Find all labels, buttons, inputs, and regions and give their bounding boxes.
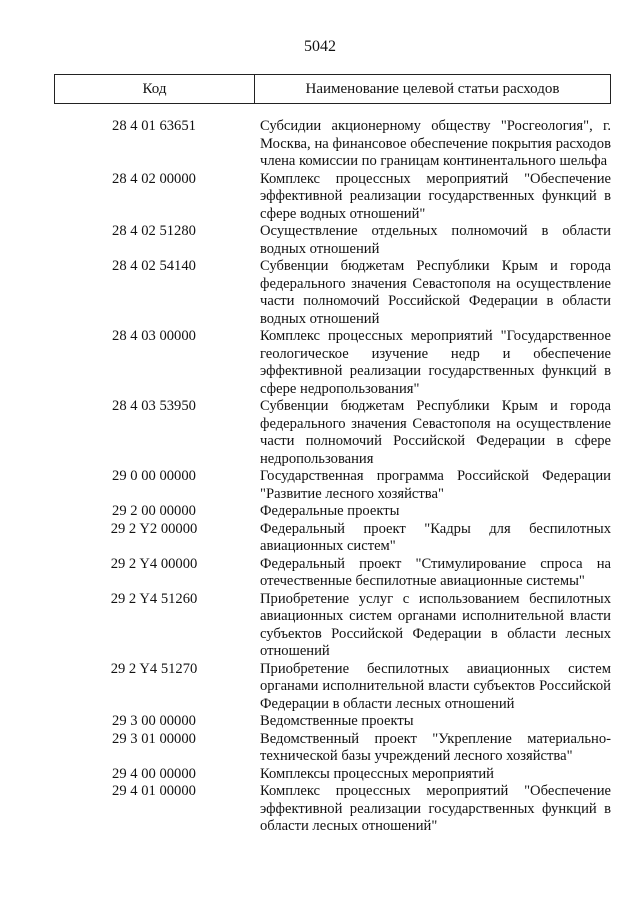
row-name: Приобретение услуг с использованием беспилотных авиационных систем органами исполнительной власти субъектов Российской Федерации в области лесных отношений — [260, 590, 611, 659]
row-name: Комплекс процессных мероприятий "Обеспечение эффективной реализации государственных функций в области лесных отношений" — [260, 783, 611, 834]
table-row — [54, 171, 611, 224]
table-row — [54, 398, 611, 468]
row-name: Федеральный проект "Кадры для беспилотных авиационных систем" — [260, 520, 611, 554]
row-code: 29 3 00 00000 — [112, 713, 196, 729]
table-row — [54, 766, 611, 784]
row-name: Комплекс процессных мероприятий "Государственное геологическое изучение недр и обеспечение эффективной реализации государственных функций в сфере недропользования" — [260, 328, 611, 397]
row-code: 28 4 03 53950 — [112, 398, 196, 414]
row-name: Субвенции бюджетам Республики Крым и города федерального значения Севастополя на осуществление части полномочий Российской Федерации в сфере недропользования — [260, 398, 611, 467]
row-code: 29 2 Y4 51270 — [110, 660, 198, 677]
row-code: 29 4 00 00000 — [112, 765, 196, 782]
row-code: 29 2 Y4 00000 — [110, 555, 198, 572]
table-row — [54, 713, 611, 731]
row-name: Комплексы процессных мероприятий — [260, 765, 494, 782]
column-header-name: Наименование целевой статьи расходов — [305, 80, 560, 97]
row-name: Приобретение беспилотных авиационных систем органами исполнительной власти субъектов Российской Федерации в области лесных отношений — [260, 660, 611, 712]
row-name: Федеральный проект "Стимулирование спроса на отечественные беспилотные авиационные системы" — [260, 555, 611, 589]
row-code: 29 2 Y2 00000 — [110, 520, 198, 537]
table-row — [54, 521, 611, 556]
row-name: Комплекс процессных мероприятий "Обеспечение эффективной реализации государственных функций в сфере водных отношений" — [260, 170, 611, 222]
table-row — [54, 223, 611, 258]
row-code: 29 4 01 00000 — [112, 783, 196, 799]
table-body — [54, 118, 611, 836]
row-code: 29 2 Y4 51260 — [110, 590, 198, 607]
row-name: Федеральные проекты — [260, 503, 400, 519]
table-header — [54, 74, 611, 104]
row-code: 28 4 02 00000 — [112, 170, 196, 187]
table-row — [54, 328, 611, 398]
row-name: Ведомственные проекты — [260, 713, 414, 729]
row-code: 29 2 00 00000 — [112, 503, 196, 519]
table-row — [54, 556, 611, 591]
table-row — [54, 731, 611, 766]
column-header-code: Код — [55, 75, 255, 103]
table-row — [54, 118, 611, 171]
row-code: 28 4 02 54140 — [112, 258, 196, 274]
table-row — [54, 503, 611, 521]
table-row — [54, 258, 611, 328]
table-row — [54, 661, 611, 714]
row-code: 29 0 00 00000 — [112, 468, 196, 484]
table-row — [54, 468, 611, 503]
table-row — [54, 591, 611, 661]
row-name: Осуществление отдельных полномочий в области водных отношений — [260, 223, 611, 257]
row-name: Субвенции бюджетам Республики Крым и города федерального значения Севастополя на осуществление части полномочий Российской Федерации в области водных отношений — [260, 258, 611, 327]
row-code: 28 4 03 00000 — [112, 328, 196, 344]
row-code: 29 3 01 00000 — [112, 730, 196, 747]
row-code: 28 4 01 63651 — [112, 118, 196, 134]
row-code: 28 4 02 51280 — [112, 223, 196, 239]
row-name: Ведомственный проект "Укрепление материально-технической базы учреждений лесного хозяйства" — [260, 730, 611, 764]
row-name: Субсидии акционерному обществу "Росгеология", г. Москва, на финансовое обеспечение покрытия расходов члена комиссии по границам континентального шельфа — [260, 118, 611, 169]
table-row — [54, 783, 611, 836]
row-name: Государственная программа Российской Федерации "Развитие лесного хозяйства" — [260, 468, 611, 502]
page-number: 5042 — [304, 38, 336, 55]
